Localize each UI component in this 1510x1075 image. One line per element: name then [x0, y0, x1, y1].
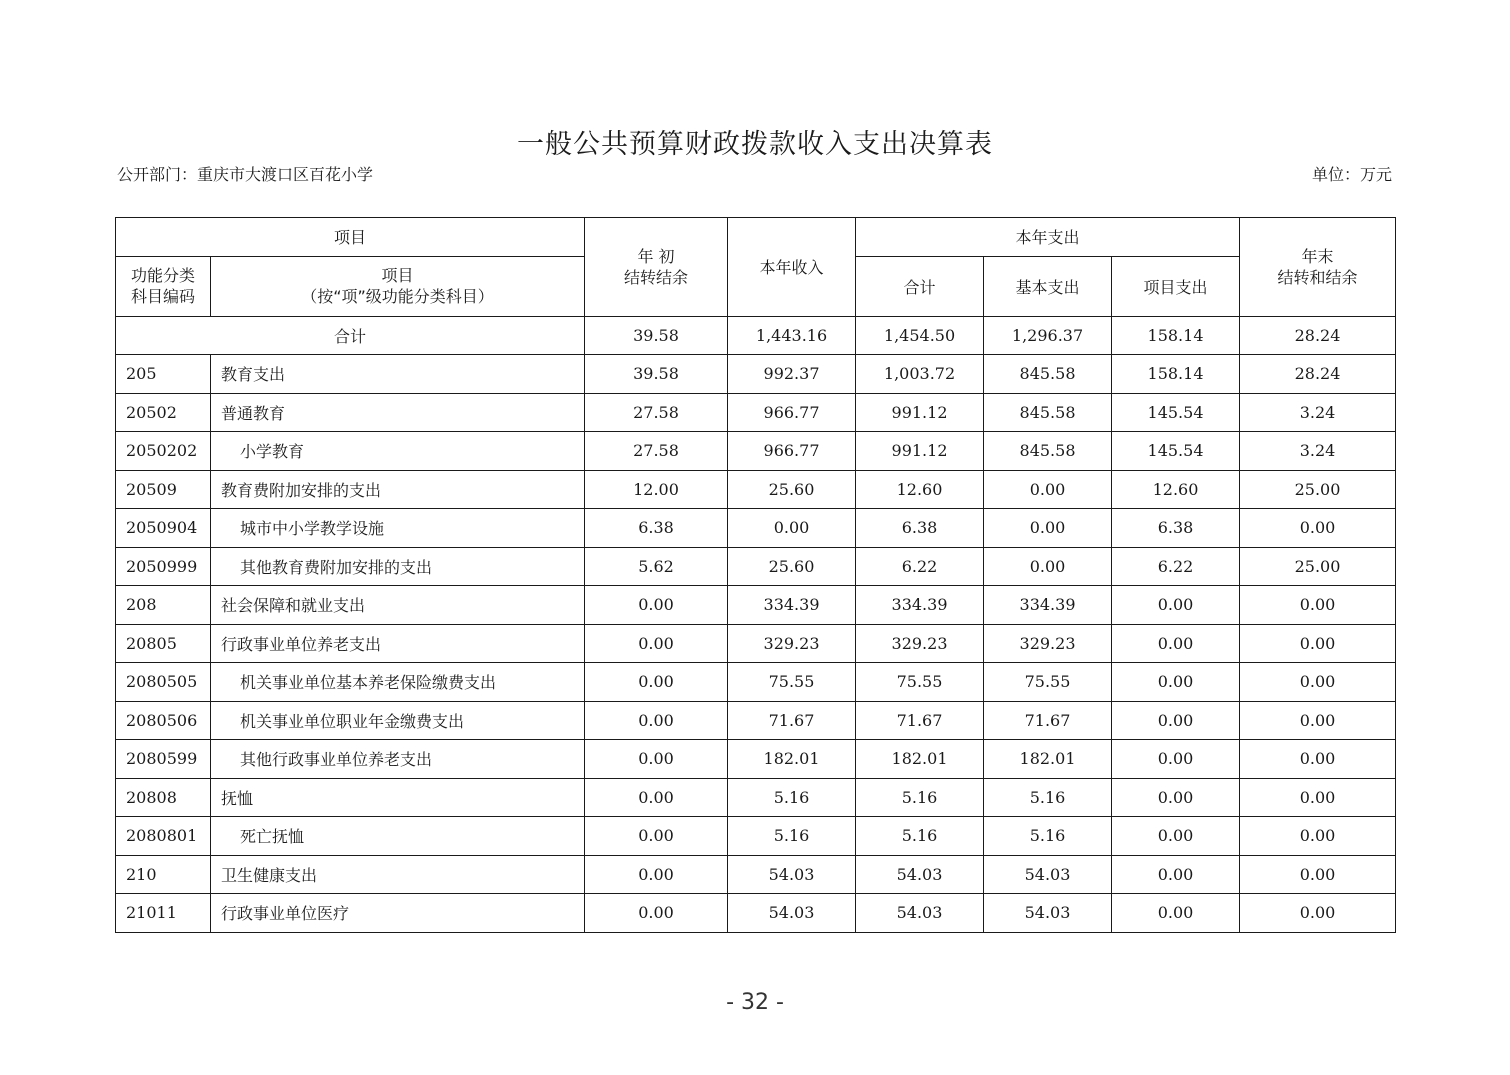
page-number: - 32 - — [726, 990, 784, 1015]
row-exp-project: 0.00 — [1112, 778, 1240, 817]
table-row — [116, 701, 1396, 740]
row-begin: 0.00 — [585, 586, 728, 625]
row-exp-total: 5.16 — [856, 778, 984, 817]
row-name: 教育支出 — [211, 355, 585, 394]
row-exp-project: 0.00 — [1112, 817, 1240, 856]
row-income: 71.67 — [728, 701, 856, 740]
row-name: 抚恤 — [211, 778, 585, 817]
row-name: 其他教育费附加安排的支出 — [211, 547, 585, 586]
row-code: 208 — [116, 586, 211, 625]
table-row — [116, 509, 1396, 548]
row-exp-project: 6.38 — [1112, 509, 1240, 548]
row-exp-project: 145.54 — [1112, 432, 1240, 471]
row-code: 20502 — [116, 393, 211, 432]
row-begin: 0.00 — [585, 855, 728, 894]
row-exp-basic: 182.01 — [984, 740, 1112, 779]
row-exp-total: 6.38 — [856, 509, 984, 548]
row-exp-basic: 0.00 — [984, 509, 1112, 548]
row-income: 182.01 — [728, 740, 856, 779]
row-exp-total: 75.55 — [856, 663, 984, 702]
row-exp-total: 54.03 — [856, 855, 984, 894]
row-code: 2050202 — [116, 432, 211, 471]
total-end: 28.24 — [1240, 316, 1396, 355]
row-name: 卫生健康支出 — [211, 855, 585, 894]
row-begin: 0.00 — [585, 740, 728, 779]
row-begin: 12.00 — [585, 470, 728, 509]
table-row — [116, 894, 1396, 933]
page-title: 一般公共预算财政拨款收入支出决算表 — [517, 129, 993, 160]
table-header — [116, 218, 1396, 317]
table-row — [116, 817, 1396, 856]
row-income: 329.23 — [728, 624, 856, 663]
row-end: 25.00 — [1240, 470, 1396, 509]
row-name: 小学教育 — [211, 432, 585, 471]
table-row — [116, 586, 1396, 625]
header-code-line1: 功能分类 — [130, 266, 195, 285]
row-code: 20808 — [116, 778, 211, 817]
row-exp-total: 71.67 — [856, 701, 984, 740]
table-row — [116, 470, 1396, 509]
row-end: 0.00 — [1240, 701, 1396, 740]
row-exp-basic: 5.16 — [984, 778, 1112, 817]
row-end: 25.00 — [1240, 547, 1396, 586]
row-name: 教育费附加安排的支出 — [211, 470, 585, 509]
row-begin: 6.38 — [585, 509, 728, 548]
row-exp-basic: 0.00 — [984, 470, 1112, 509]
row-exp-total: 991.12 — [856, 432, 984, 471]
row-name: 社会保障和就业支出 — [211, 586, 585, 625]
row-code: 2080506 — [116, 701, 211, 740]
row-exp-project: 0.00 — [1112, 663, 1240, 702]
table-row — [116, 855, 1396, 894]
row-exp-project: 0.00 — [1112, 855, 1240, 894]
row-exp-project: 0.00 — [1112, 740, 1240, 779]
row-begin: 0.00 — [585, 894, 728, 933]
row-exp-project: 0.00 — [1112, 894, 1240, 933]
row-end: 0.00 — [1240, 740, 1396, 779]
header-exp-total: 合计 — [856, 256, 984, 316]
total-label: 合计 — [116, 316, 585, 355]
row-code: 2080505 — [116, 663, 211, 702]
header-exp-project: 项目支出 — [1112, 256, 1240, 316]
header-end-balance — [1240, 218, 1396, 317]
row-end: 0.00 — [1240, 586, 1396, 625]
row-begin: 0.00 — [585, 701, 728, 740]
row-begin: 0.00 — [585, 663, 728, 702]
row-exp-basic: 845.58 — [984, 393, 1112, 432]
row-exp-basic: 845.58 — [984, 355, 1112, 394]
row-end: 0.00 — [1240, 894, 1396, 933]
row-name: 行政事业单位医疗 — [211, 894, 585, 933]
total-exp-basic: 1,296.37 — [984, 316, 1112, 355]
table-row — [116, 740, 1396, 779]
header-expense-group: 本年支出 — [856, 218, 1240, 257]
header-project-group: 项目 — [116, 218, 585, 257]
table-row — [116, 663, 1396, 702]
row-income: 75.55 — [728, 663, 856, 702]
header-income: 本年收入 — [728, 218, 856, 317]
row-end: 3.24 — [1240, 432, 1396, 471]
table-row — [116, 355, 1396, 394]
row-exp-project: 158.14 — [1112, 355, 1240, 394]
header-item-line1: 项目 — [381, 266, 414, 285]
unit-label: 单位：万元 — [1311, 165, 1392, 184]
table-row — [116, 624, 1396, 663]
row-end: 0.00 — [1240, 624, 1396, 663]
row-end: 0.00 — [1240, 855, 1396, 894]
row-code: 2080599 — [116, 740, 211, 779]
row-exp-total: 5.16 — [856, 817, 984, 856]
row-begin: 27.58 — [585, 432, 728, 471]
row-code: 210 — [116, 855, 211, 894]
row-exp-total: 334.39 — [856, 586, 984, 625]
row-exp-total: 6.22 — [856, 547, 984, 586]
budget-table — [115, 217, 1396, 933]
row-begin: 39.58 — [585, 355, 728, 394]
row-income: 966.77 — [728, 432, 856, 471]
header-item — [211, 256, 585, 316]
row-name: 其他行政事业单位养老支出 — [211, 740, 585, 779]
header-item-line2: （按“项”级功能分类科目） — [301, 287, 494, 306]
row-income: 54.03 — [728, 855, 856, 894]
row-name: 城市中小学教学设施 — [211, 509, 585, 548]
row-begin: 0.00 — [585, 817, 728, 856]
row-exp-project: 0.00 — [1112, 701, 1240, 740]
row-exp-project: 0.00 — [1112, 624, 1240, 663]
row-exp-basic: 329.23 — [984, 624, 1112, 663]
total-row — [116, 316, 1396, 355]
row-income: 54.03 — [728, 894, 856, 933]
row-income: 966.77 — [728, 393, 856, 432]
row-code: 20805 — [116, 624, 211, 663]
row-begin: 27.58 — [585, 393, 728, 432]
row-code: 20509 — [116, 470, 211, 509]
row-code: 2050999 — [116, 547, 211, 586]
row-exp-basic: 0.00 — [984, 547, 1112, 586]
row-exp-total: 182.01 — [856, 740, 984, 779]
row-exp-basic: 5.16 — [984, 817, 1112, 856]
table-row — [116, 393, 1396, 432]
row-name: 机关事业单位基本养老保险缴费支出 — [211, 663, 585, 702]
row-end: 0.00 — [1240, 817, 1396, 856]
total-exp-total: 1,454.50 — [856, 316, 984, 355]
table-row — [116, 432, 1396, 471]
table-row — [116, 778, 1396, 817]
row-code: 2080801 — [116, 817, 211, 856]
header-begin-line1: 年 初 — [637, 246, 675, 266]
row-income: 25.60 — [728, 470, 856, 509]
row-exp-basic: 54.03 — [984, 894, 1112, 933]
row-income: 25.60 — [728, 547, 856, 586]
row-code: 21011 — [116, 894, 211, 933]
row-exp-basic: 71.67 — [984, 701, 1112, 740]
row-income: 5.16 — [728, 778, 856, 817]
row-exp-basic: 334.39 — [984, 586, 1112, 625]
total-income: 1,443.16 — [728, 316, 856, 355]
department-label: 公开部门：重庆市大渡口区百花小学 — [117, 165, 374, 184]
total-exp-project: 158.14 — [1112, 316, 1240, 355]
row-income: 334.39 — [728, 586, 856, 625]
row-code: 2050904 — [116, 509, 211, 548]
row-income: 992.37 — [728, 355, 856, 394]
row-end: 0.00 — [1240, 509, 1396, 548]
row-begin: 0.00 — [585, 624, 728, 663]
row-exp-project: 0.00 — [1112, 586, 1240, 625]
row-exp-project: 6.22 — [1112, 547, 1240, 586]
row-exp-total: 12.60 — [856, 470, 984, 509]
table-body — [116, 316, 1396, 932]
row-end: 0.00 — [1240, 778, 1396, 817]
row-exp-basic: 54.03 — [984, 855, 1112, 894]
row-exp-project: 12.60 — [1112, 470, 1240, 509]
row-begin: 0.00 — [585, 778, 728, 817]
header-begin-balance — [585, 218, 728, 317]
table-row — [116, 547, 1396, 586]
total-begin: 39.58 — [585, 316, 728, 355]
row-exp-basic: 75.55 — [984, 663, 1112, 702]
header-code — [116, 256, 211, 316]
row-code: 205 — [116, 355, 211, 394]
header-exp-basic: 基本支出 — [984, 256, 1112, 316]
row-begin: 5.62 — [585, 547, 728, 586]
row-exp-total: 54.03 — [856, 894, 984, 933]
row-exp-total: 329.23 — [856, 624, 984, 663]
row-income: 5.16 — [728, 817, 856, 856]
row-income: 0.00 — [728, 509, 856, 548]
row-exp-total: 991.12 — [856, 393, 984, 432]
header-end-line1: 年末 — [1301, 246, 1334, 266]
row-name: 普通教育 — [211, 393, 585, 432]
row-end: 0.00 — [1240, 663, 1396, 702]
row-exp-project: 145.54 — [1112, 393, 1240, 432]
row-name: 机关事业单位职业年金缴费支出 — [211, 701, 585, 740]
row-exp-basic: 845.58 — [984, 432, 1112, 471]
row-name: 行政事业单位养老支出 — [211, 624, 585, 663]
row-exp-total: 1,003.72 — [856, 355, 984, 394]
row-end: 3.24 — [1240, 393, 1396, 432]
row-end: 28.24 — [1240, 355, 1396, 394]
header-end-line2: 结转和结余 — [1277, 267, 1358, 287]
header-begin-line2: 结转结余 — [624, 267, 689, 287]
row-name: 死亡抚恤 — [211, 817, 585, 856]
header-code-line2: 科目编码 — [130, 287, 195, 306]
